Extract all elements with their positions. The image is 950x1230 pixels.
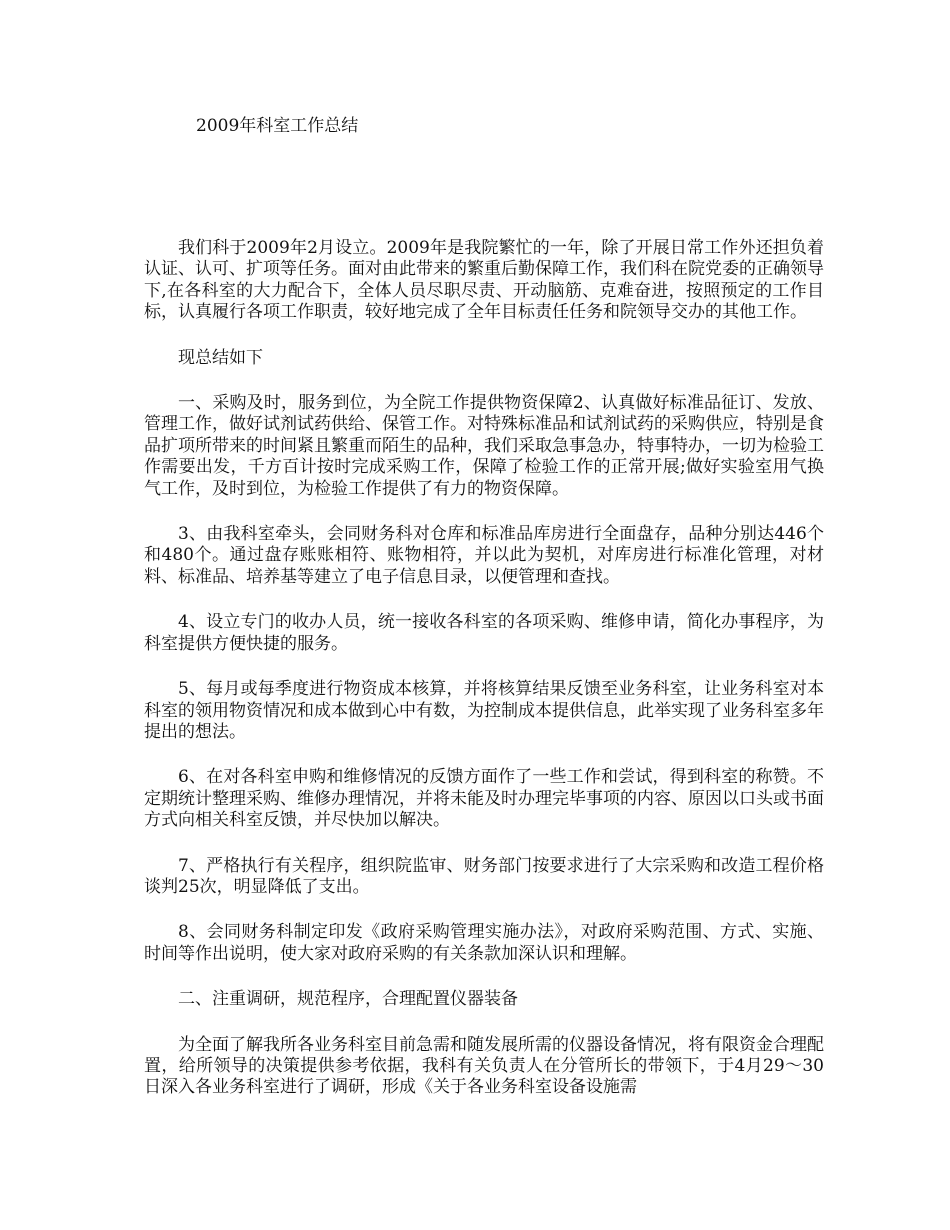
- paragraph-item-7: 7、严格执行有关程序，组织院监审、财务部门按要求进行了大宗采购和改造工程价格谈判25次，明显降低了支出。: [144, 855, 824, 897]
- paragraph-item-6: 6、在对各科室申购和维修情况的反馈方面作了一些工作和尝试，得到科室的称赞。不定期统计整理采购、维修办理情况，并将未能及时办理完毕事项的内容、原因以口头或书面方式向相关科室反馈，并尽快加以解决。: [144, 767, 824, 831]
- paragraph-section-1: 一、采购及时，服务到位，为全院工作提供物资保障2、认真做好标准品征订、发放、管理工作，做好试剂试药供给、保管工作。对特殊标准品和试剂试药的采购供应，特别是食品扩项所带来的时间紧且繁重而陌生的品种，我们采取急事急办，特事特办，一切为检验工作需要出发，千方百计按时完成采购工作，保障了检验工作的正常开展;做好实验室用气换气工作，及时到位，为检验工作提供了有力的物资保障。: [144, 393, 824, 499]
- paragraph-section-2-body: 为全面了解我所各业务科室目前急需和随发展所需的仪器设备情况，将有限资金合理配置，给所领导的决策提供参考依据，我科有关负责人在分管所长的带领下，于4月29～30日深入各业务科室进行了调研，形成《关于各业务科室设备设施需: [144, 1034, 824, 1098]
- paragraph-item-3: 3、由我科室牵头，会同财务科对仓库和标准品库房进行全面盘存，品种分别达446个和480个。通过盘存账账相符、账物相符，并以此为契机，对库房进行标准化管理，对材料、标准品、培养基等建立了电子信息目录，以便管理和查找。: [144, 524, 824, 587]
- paragraph-item-5: 5、每月或每季度进行物资成本核算，并将核算结果反馈至业务科室，让业务科室对本科室的领用物资情况和成本做到心中有数，为控制成本提供信息，此举实现了业务科室多年提出的想法。: [144, 679, 824, 742]
- paragraph-section-2-heading: 二、注重调研，规范程序，合理配置仪器装备: [178, 989, 518, 1010]
- document-body: [144, 238, 824, 1099]
- document-title: 2009年科室工作总结: [196, 116, 359, 136]
- paragraph-summary-heading: 现总结如下: [178, 347, 263, 368]
- paragraph-item-8: 8、会同财务科制定印发《政府采购管理实施办法》，对政府采购范围、方式、实施、时间等作出说明，使大家对政府采购的有关条款加深认识和理解。: [144, 922, 824, 964]
- paragraph-item-4: 4、设立专门的收办人员，统一接收各科室的各项采购、维修申请，简化办事程序，为科室提供方便快捷的服务。: [144, 612, 824, 654]
- paragraph-intro: 我们科于2009年2月设立。2009年是我院繁忙的一年，除了开展日常工作外还担负着认证、认可、扩项等任务。面对由此带来的繁重后勤保障工作，我们科在院党委的正确领导下,在各科室的大力配合下，全体人员尽职尽责、开动脑筋、克难奋进，按照预定的工作目标，认真履行各项工作职责，较好地完成了全年目标责任任务和院领导交办的其他工作。: [144, 238, 824, 323]
